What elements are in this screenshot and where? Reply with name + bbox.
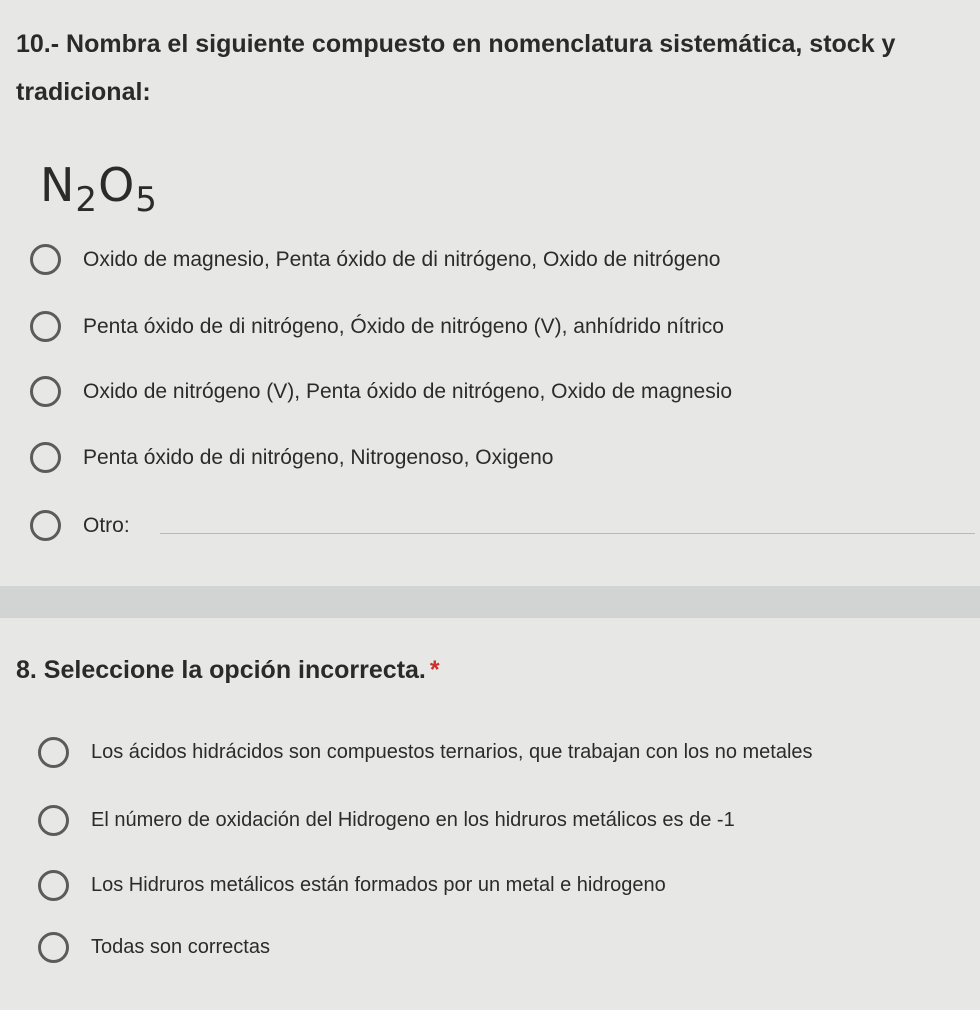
option-label: Penta óxido de di nitrógeno, Nitrogenoso, Oxigeno [83, 445, 554, 469]
option-label: Los ácidos hidrácidos son compuestos ternarios, que trabajan con los no metales [91, 741, 813, 763]
option-label: Los Hidruros metálicos están formados por un metal e hidrogeno [91, 874, 666, 896]
q8-option-2[interactable] [38, 805, 735, 836]
radio-button[interactable] [30, 376, 61, 407]
question-8-title [16, 646, 916, 694]
formula-subscript-2: 2 [75, 180, 99, 220]
radio-button[interactable] [30, 442, 61, 473]
radio-button[interactable] [38, 805, 69, 836]
option-label: Oxido de magnesio, Penta óxido de di nitrógeno, Oxido de nitrógeno [83, 247, 721, 271]
q10-option-4[interactable] [30, 442, 553, 473]
formula-element-o: O [98, 158, 136, 212]
option-label: Oxido de nitrógeno (V), Penta óxido de nitrógeno, Oxido de magnesio [83, 379, 733, 403]
radio-button[interactable] [30, 510, 61, 541]
option-label: Otro: [83, 513, 130, 537]
q10-option-other[interactable] [30, 510, 130, 541]
formula-subscript-5: 5 [135, 180, 158, 220]
radio-button[interactable] [30, 244, 61, 275]
other-text-input[interactable] [160, 533, 975, 534]
q10-option-3[interactable] [30, 376, 732, 407]
question-10-title: 10.- Nombra el siguiente compuesto en nomenclatura sistemática, stock y tradicional: [16, 30, 896, 106]
option-label: Penta óxido de di nitrógeno, Óxido de nitrógeno (V), anhídrido nítrico [83, 314, 724, 338]
formula-element-n: N [40, 158, 76, 212]
q8-option-4[interactable] [38, 932, 270, 963]
radio-button[interactable] [38, 737, 69, 768]
section-divider [0, 586, 980, 618]
option-label: El número de oxidación del Hidrogeno en los hidruros metálicos es de -1 [91, 809, 735, 831]
required-marker: * [429, 656, 440, 684]
q8-option-3[interactable] [38, 870, 666, 901]
chemical-formula [40, 158, 158, 220]
radio-button[interactable] [38, 932, 69, 963]
radio-button[interactable] [38, 870, 69, 901]
q10-option-1[interactable] [30, 244, 720, 275]
q8-option-1[interactable] [38, 737, 813, 768]
q10-option-2[interactable] [30, 311, 724, 342]
option-label: Todas son correctas [91, 936, 270, 958]
radio-button[interactable] [30, 311, 61, 342]
question-8-title-text: 8. Seleccione la opción incorrecta. [16, 656, 426, 684]
